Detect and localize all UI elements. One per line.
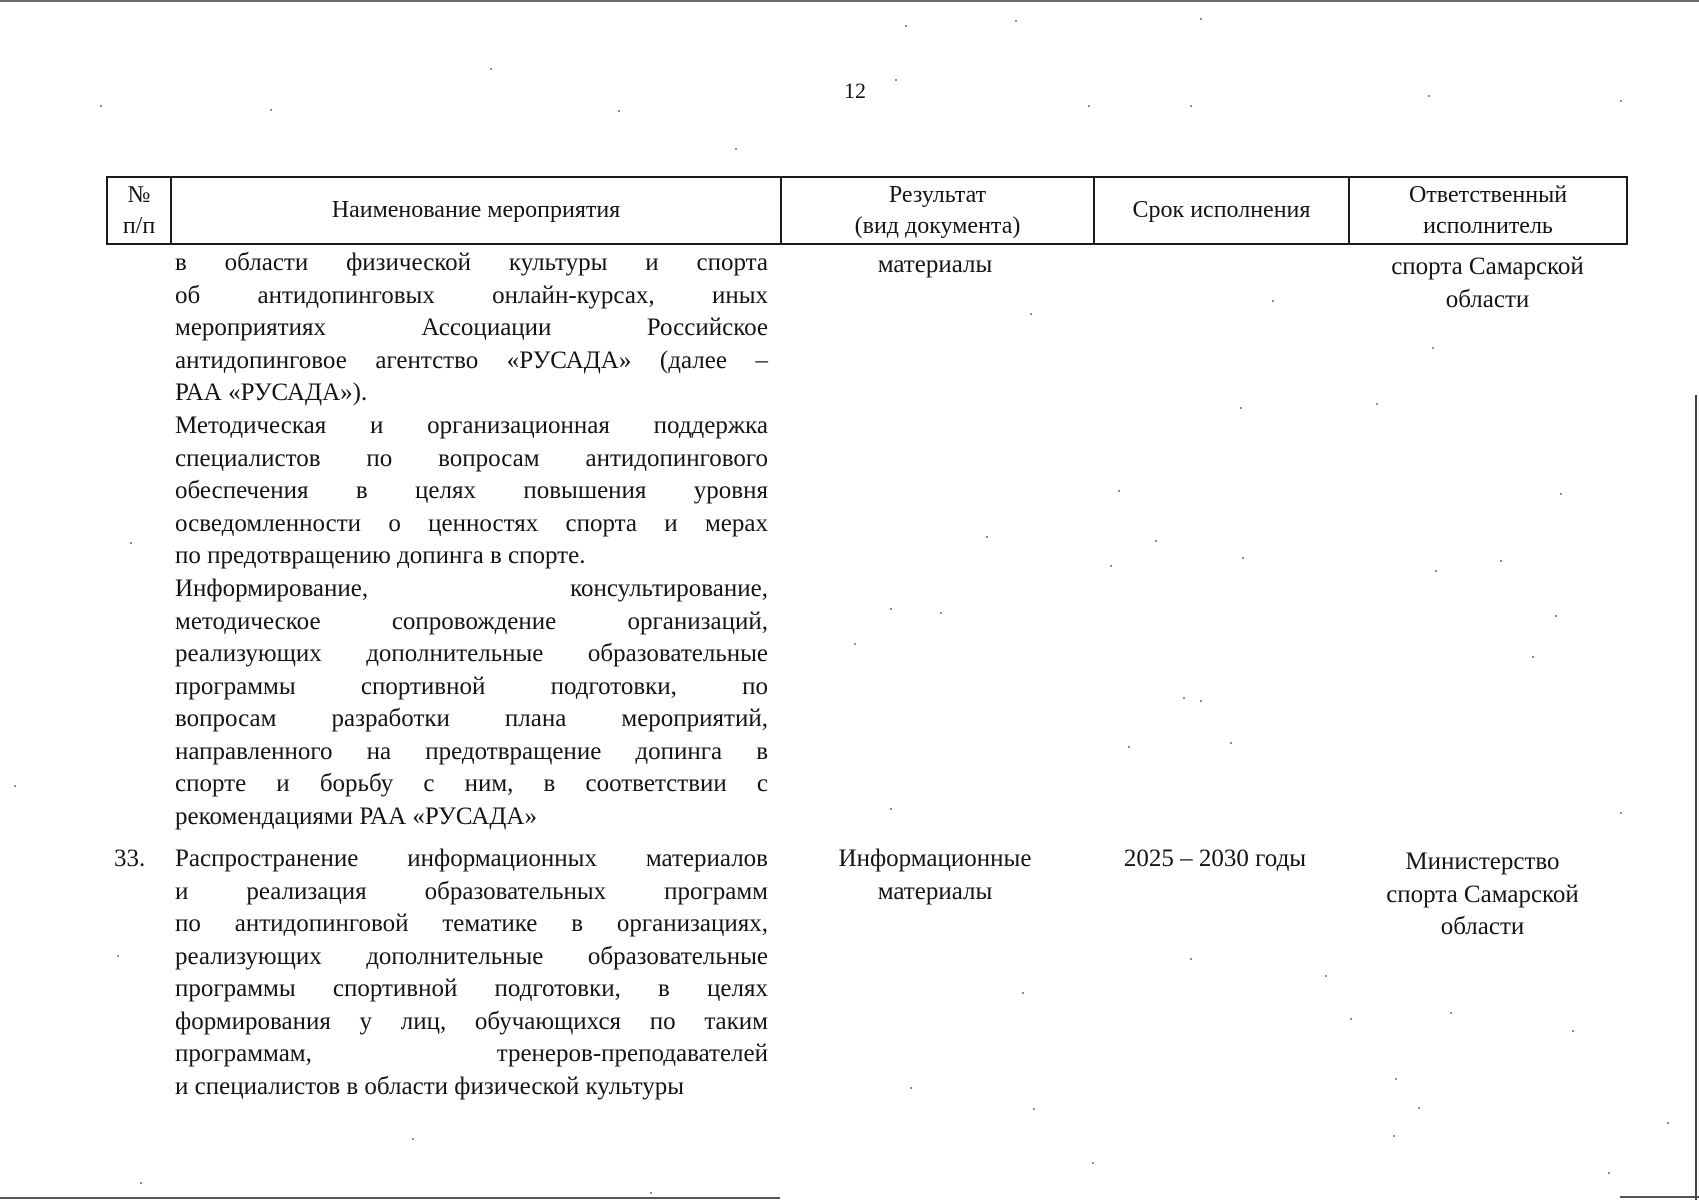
header-name-cell [172,178,782,243]
result-line: Информационные [838,845,1032,872]
text-line: по предотвращению допинга в спорте. [175,542,586,569]
scan-speck [100,105,102,107]
executor-line: спорта Самарской [1386,880,1579,908]
text-line: методическое сопровождение организаций, [175,607,768,635]
scan-speck [140,1182,142,1184]
header-executor-cell [1350,178,1626,243]
scan-speck [1418,1107,1420,1109]
text-line: реализующих дополнительные образовательные [175,640,768,667]
scan-speck [1376,403,1378,405]
scan-speck [1500,560,1502,562]
text-line: и реализация образовательных программ [175,877,768,905]
scan-speck [650,1192,652,1194]
text-line: обеспечения в целях повышения уровня [175,477,768,504]
row-33-name [175,843,768,1103]
scan-speck [905,25,907,27]
scan-speck [1030,313,1032,315]
scan-speck [1022,992,1024,994]
scan-speck [895,79,897,81]
scan-speck [1428,95,1430,97]
scan-speck [1092,1162,1094,1164]
continued-row-result [790,249,1080,282]
scan-speck [1200,18,1202,20]
executor-line: области [1445,285,1530,313]
text-line: рекомендациями РАА «РУСАДА» [175,802,537,830]
text-line: антидопинговое агентство «РУСАДА» (далее – [175,346,768,374]
text-line: программы спортивной подготовки, в целях [175,975,768,1002]
scan-speck [1620,100,1622,102]
scan-speck [1183,697,1185,699]
scan-speck [1325,975,1327,977]
header-name: Наименование мероприятия [331,197,621,223]
row-33-term [1095,843,1335,876]
header-result-cell [782,178,1095,243]
text-line: направленного на предотвращение допинга в [175,737,768,765]
text-line: в области физической культуры и спорта [175,249,768,276]
scan-speck [1667,1122,1669,1124]
text-line: Методическая и организационная поддержка [175,412,768,439]
scan-speck [1572,1030,1574,1032]
scan-speck [1190,105,1192,107]
scan-speck [1450,1012,1452,1014]
scan-speck [1272,300,1274,302]
term-text: 2025 – 2030 годы [1123,845,1307,872]
scan-edge-bottom-right [1620,1196,1699,1198]
scan-speck [1532,656,1534,658]
text-line: по антидопинговой тематике в организациях, [175,910,768,937]
continued-row-executor [1355,251,1620,316]
text-line: вопросам разработки плана мероприятий, [175,705,768,732]
text-line: реализующих дополнительные образовательные [175,942,768,970]
text-line: программы спортивной подготовки, по [175,672,768,700]
scan-speck [735,148,737,150]
scan-speck [117,955,119,957]
row-33-result [790,843,1080,908]
scan-speck [1560,493,1562,495]
scan-speck [1240,407,1242,409]
text-line: Информирование, консультирование, [175,575,768,602]
scan-speck [130,542,132,544]
scan-speck [940,612,942,614]
text-line: осведомленности о ценностях спорта и мерах [175,509,768,537]
executor-line: спорта Самарской [1391,253,1584,280]
text-line: Распространение информационных материалов [175,845,768,872]
page-number: 12 [844,78,866,103]
header-number-line1: № [127,181,151,208]
header-term: Срок исполнения [1132,197,1311,223]
scan-speck [1110,565,1112,567]
scan-edge-top [0,0,1699,2]
text-line: и специалистов в области физической культуры [175,1072,684,1100]
scan-speck [1118,490,1120,492]
scan-speck [910,1087,912,1089]
header-term-cell [1095,178,1350,243]
text-line: формирования у лиц, обучающихся по таким [175,1007,768,1035]
scan-speck [1190,958,1192,960]
text-line: спорте и борьбу с ним, в соответствии с [175,770,768,797]
scan-speck [1088,105,1090,107]
text-line: об антидопинговых онлайн-курсах, иных [175,281,768,309]
scan-speck [1350,1018,1352,1020]
header-number-line2: п/п [122,212,156,239]
scan-speck [1435,570,1437,572]
scan-speck [1555,615,1557,617]
scan-speck [270,109,272,111]
text-line: специалистов по вопросам антидопингового [175,444,768,472]
scan-speck [986,536,988,538]
scan-speck [618,110,620,112]
header-result-line2: (вид документа) [854,212,1021,239]
scan-edge-right [1695,395,1697,1200]
scan-speck [412,1138,414,1140]
row-33-number: 33. [114,845,146,872]
scan-speck [1033,1108,1035,1110]
continued-row-paragraph-2 [175,410,768,573]
result-text: материалы [877,251,993,278]
table-header [106,176,1628,245]
scan-speck [854,643,856,645]
text-line: РАА «РУСАДА»). [175,379,368,406]
scan-speck [1393,1135,1395,1137]
executor-line: Министерство [1405,848,1560,875]
scan-speck [1608,1172,1610,1174]
scan-speck [1395,1078,1397,1080]
scan-speck [1015,20,1017,22]
scan-speck [14,785,16,787]
scan-speck [1242,557,1244,559]
result-line: материалы [877,877,993,905]
scan-speck [1155,540,1157,542]
continued-row-paragraph-1 [175,247,768,410]
header-executor-line1: Ответственный [1408,181,1568,208]
scan-speck [1200,700,1202,702]
text-line: программам, тренеров-преподавателей [175,1040,768,1067]
scan-speck [1128,746,1130,748]
continued-row-paragraph-3 [175,573,768,833]
scan-speck [890,808,892,810]
header-number-cell [108,178,172,243]
header-result-line1: Результат [888,181,987,208]
scan-speck [1230,742,1232,744]
row-33-executor [1350,846,1615,944]
scan-edge-bottom [0,1197,780,1199]
scan-speck [1620,812,1622,814]
scan-speck [890,608,892,610]
executor-line: области [1440,913,1525,940]
header-executor-line2: исполнитель [1423,212,1553,239]
scan-speck [490,68,492,70]
scan-speck [1432,347,1434,349]
text-line: мероприятиях Ассоциации Российское [175,314,768,341]
